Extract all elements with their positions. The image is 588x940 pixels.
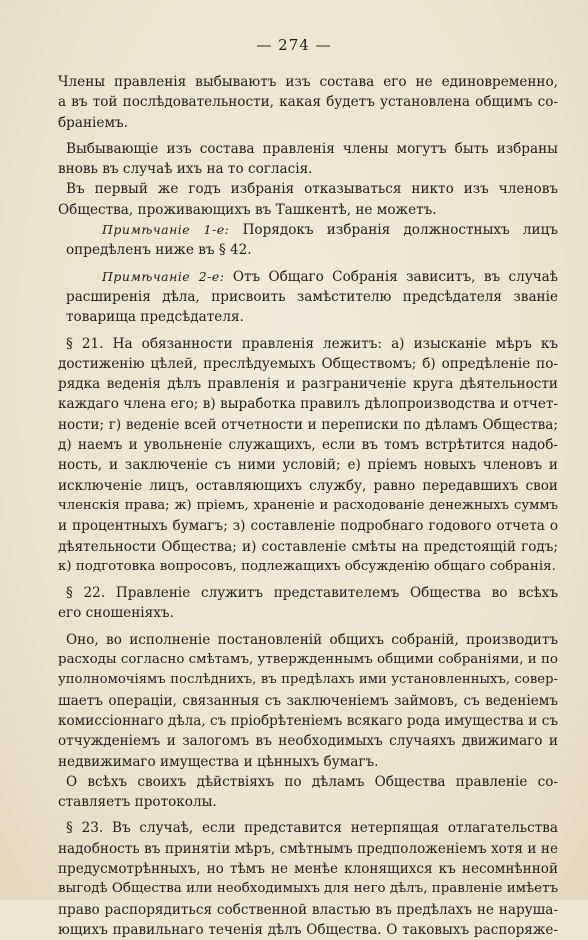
- line-text: расходы согласно смѣтамъ, утвержденнымъ общими собраніями, и по: [58, 652, 558, 668]
- line-text: Выбывающіе изъ состава правленія члены могутъ быть избраны: [66, 140, 558, 157]
- text-line: [58, 415, 558, 435]
- text-line: [58, 159, 558, 179]
- text-line: [58, 731, 558, 751]
- line-text: Оно, во исполненіе постановленій общихъ собраній, производитъ: [66, 631, 558, 648]
- note-label: Примѣчаніе 2-е:: [102, 268, 225, 284]
- line-text: исключеніе лицъ, оставляющихъ службу, равно передавшихъ свои: [58, 477, 558, 494]
- page-number: — 274 —: [256, 36, 332, 54]
- line-text: ности; г) веденіе всей отчетности и переписки по дѣламъ Общества;: [58, 416, 558, 433]
- text-line: [58, 72, 558, 92]
- body-text: [58, 72, 558, 940]
- line-text: выгодѣ Общества или необходимыхъ для него дѣлъ, правленіе имѣетъ: [58, 881, 558, 897]
- line-text: О всѣхъ своихъ дѣйствіяхъ по дѣламъ Общества правленіе со-: [66, 773, 558, 790]
- text-line: [58, 307, 558, 327]
- line-text: предусмотрѣнныхъ, но тѣмъ не менѣе клонящихся къ несомнѣнной: [58, 860, 558, 877]
- text-line: [58, 670, 558, 690]
- line-text: Въ первый же годъ избранія отказываться никто изъ членовъ: [66, 181, 558, 198]
- text-line: [58, 583, 558, 603]
- line-text: дѣятельности Общества; и) составленіе смѣты на предстоящій годъ;: [58, 538, 558, 555]
- text-line: [58, 691, 558, 711]
- line-text: и процентныхъ бумагъ; з) составленіе подробнаго годового отчета о: [58, 518, 558, 535]
- text-line: [58, 630, 558, 650]
- text-line: [58, 772, 558, 792]
- line-text: комиссіоннаго дѣла, съ пріобрѣтеніемъ всякаго рода имущества и съ: [58, 712, 558, 729]
- line-text: § 21. На обязанности правленія лежитъ: а) изысканіе мѣръ къ: [66, 335, 558, 352]
- text-line: [58, 435, 558, 455]
- line-text: членскія права; ж) пріемъ, храненіе и расходованіе денежныхъ суммъ: [58, 497, 558, 513]
- text-line: [58, 792, 558, 812]
- text-line: [58, 374, 558, 394]
- line-text: ность, и заключеніе съ ними условій; е) пріемъ новыхъ членовъ и: [58, 457, 558, 474]
- line-text: опредѣленъ ниже въ § 42.: [66, 242, 252, 259]
- line-text: ставляетъ протоколы.: [58, 794, 217, 811]
- line-text: Порядокъ избранія должностныхъ лицъ: [229, 222, 558, 239]
- text-line: [58, 859, 558, 879]
- text-line: [58, 496, 558, 516]
- line-text: Члены правленія выбываютъ изъ состава его не единовременно,: [58, 74, 558, 90]
- line-text: каждаго члена его; в) выработка правилъ дѣлопроизводства и отчет-: [58, 396, 558, 413]
- text-line: [58, 267, 558, 287]
- line-text: а въ той послѣдовательности, какая будетъ установлена общимъ со-: [58, 94, 558, 111]
- line-text: браніемъ.: [58, 114, 128, 131]
- text-line: [58, 455, 558, 475]
- line-text: к) подготовка вопросовъ, подлежащихъ обсужденію общаго собранія.: [58, 558, 556, 574]
- text-line: [58, 476, 558, 496]
- note-label: Примѣчаніе 1-е:: [102, 222, 230, 238]
- text-line: [58, 394, 558, 414]
- line-text: Отъ Общаго Собранія зависитъ, въ случаѣ: [224, 268, 558, 285]
- text-line: [58, 220, 558, 240]
- text-line: [58, 650, 558, 670]
- text-line: [58, 287, 558, 307]
- line-text: достиженію цѣлей, преслѣдуемыхъ Обществомъ; б) опредѣленіе по-: [58, 355, 558, 372]
- line-text: вновь въ случаѣ ихъ на то согласія.: [58, 161, 313, 178]
- text-line: [58, 752, 558, 772]
- text-line: [58, 900, 558, 920]
- text-line: [58, 818, 558, 838]
- line-text: д) наемъ и увольненіе служащихъ, если въ томъ встрѣтится надоб-: [58, 437, 558, 454]
- text-line: [58, 139, 558, 159]
- line-text: недвижимаго имущества и цѣнныхъ бумагъ.: [58, 753, 379, 770]
- line-text: § 22. Правленіе служитъ представителемъ Общества во всѣхъ: [66, 585, 558, 602]
- text-line: [58, 92, 558, 112]
- text-line: [58, 839, 558, 859]
- line-text: отчужденіемъ и залогомъ въ необходимыхъ случаяхъ движимаго и: [58, 733, 558, 750]
- line-text: рядка веденія дѣлъ правленія и разграниченіе круга дѣятельности: [58, 376, 558, 393]
- line-text: уполномочіямъ послѣднихъ, въ предѣлахъ ими установленныхъ, совер-: [58, 672, 558, 688]
- text-line: [58, 879, 558, 899]
- text-line: [58, 603, 558, 623]
- text-line: [58, 516, 558, 536]
- line-text: право распорядиться собственной властью въ предѣлахъ не наруша-: [58, 901, 558, 918]
- text-line: [58, 179, 558, 199]
- line-text: его сношеніяхъ.: [58, 605, 174, 622]
- line-text: § 23. Въ случаѣ, если представится нетерпящая отлагательства: [66, 820, 558, 837]
- text-line: [58, 557, 558, 577]
- text-line: [58, 711, 558, 731]
- line-text: товарища предсѣдателя.: [66, 309, 244, 326]
- text-line: [58, 920, 558, 940]
- text-line: [58, 200, 558, 220]
- text-line: [58, 240, 558, 260]
- text-line: [58, 537, 558, 557]
- text-line: [58, 334, 558, 354]
- line-text: Общества, проживающихъ въ Ташкентѣ, не можетъ.: [58, 201, 437, 218]
- text-line: [58, 354, 558, 374]
- line-text: шаетъ операціи, связанныя съ заключеніемъ займовъ, съ веденіемъ: [58, 692, 558, 709]
- text-line: [58, 113, 558, 133]
- line-text: ющихъ правильнаго теченія дѣлъ Общества. О таковыхъ распоряже-: [58, 921, 558, 938]
- line-text: надобность въ принятіи мѣръ, смѣтнымъ предположеніемъ хотя и не: [58, 840, 558, 857]
- line-text: расширенія дѣла, присвоить замѣстителю предсѣдателя званіе: [66, 288, 558, 305]
